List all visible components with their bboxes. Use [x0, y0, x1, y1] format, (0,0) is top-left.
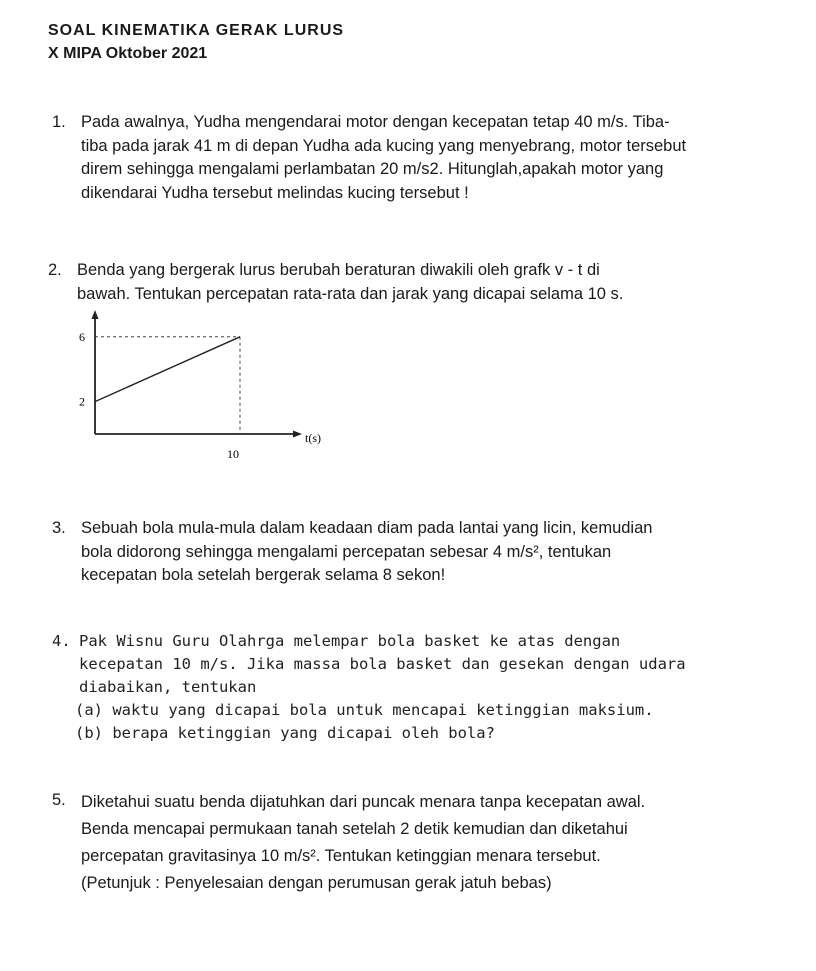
question-text-line: Benda yang bergerak lurus berubah beraturan diwakili oleh grafk v - t di	[77, 261, 600, 279]
question-text-line: dikendarai Yudha tersebut melindas kucing tersebut !	[81, 183, 469, 202]
x-tick-label: 10	[227, 447, 239, 461]
sub-question-a: (a) waktu yang dicapai bola untuk mencapai ketinggian maksium.	[75, 701, 654, 719]
question-number: 4.	[52, 632, 71, 650]
question-text-line: Pada awalnya, Yudha mengendarai motor dengan kecepatan tetap 40 m/s. Tiba-	[81, 113, 670, 131]
sub-question-b: (b) berapa ketinggian yang dicapai oleh bola?	[75, 724, 495, 742]
question-3	[52, 517, 797, 588]
x-axis-arrow	[293, 431, 302, 438]
question-text-line: Sebuah bola mula-mula dalam keadaan diam pada lantai yang licin, kemudian	[81, 519, 653, 537]
series-line	[95, 337, 240, 402]
document-title: SOAL KINEMATIKA GERAK LURUS	[48, 22, 345, 39]
x-axis-label: t(s)	[305, 431, 321, 445]
question-5	[52, 789, 797, 897]
question-number: 2.	[48, 261, 62, 279]
question-text-line: bawah. Tentukan percepatan rata-rata dan jarak yang dicapai selama 10 s.	[77, 284, 624, 303]
question-text-line: Benda mencapai permukaan tanah setelah 2 detik kemudian dan diketahui	[81, 820, 628, 838]
question-text-line: Pak Wisnu Guru Olahrga melempar bola basket ke atas dengan	[79, 632, 621, 650]
question-text-line: Diketahui suatu benda dijatuhkan dari puncak menara tanpa kecepatan awal.	[81, 793, 646, 811]
question-text-line: direm sehingga mengalami perlambatan 20 m/s2. Hitunglah,apakah motor yang	[81, 160, 664, 178]
question-number: 5.	[52, 791, 66, 809]
question-text-line: percepatan gravitasinya 10 m/s². Tentukan ketinggian menara tersebut.	[81, 847, 601, 865]
velocity-time-graph	[60, 305, 350, 470]
question-4	[52, 630, 797, 745]
question-text-line: kecepatan 10 m/s. Jika massa bola basket dan gesekan dengan udara	[79, 655, 686, 673]
question-text-line: kecepatan bola setelah bergerak selama 8 sekon!	[81, 566, 446, 584]
question-1	[52, 111, 797, 205]
question-text-line: bola didorong sehingga mengalami percepatan sebesar 4 m/s², tentukan	[81, 542, 612, 561]
question-text-line: tiba pada jarak 41 m di depan Yudha ada kucing yang menyebrang, motor tersebut	[81, 136, 687, 155]
question-number: 3.	[52, 519, 66, 537]
y-tick-label: 6	[79, 329, 85, 344]
y-axis-arrow	[92, 310, 99, 319]
question-text-line: (Petunjuk : Penyelesaian dengan perumusan gerak jatuh bebas)	[81, 874, 552, 892]
document-subtitle: X MIPA Oktober 2021	[48, 45, 208, 62]
question-text-line: diabaikan, tentukan	[79, 678, 257, 696]
question-2	[48, 259, 793, 306]
y-tick-label: 2	[79, 394, 85, 409]
question-number: 1.	[52, 113, 66, 131]
